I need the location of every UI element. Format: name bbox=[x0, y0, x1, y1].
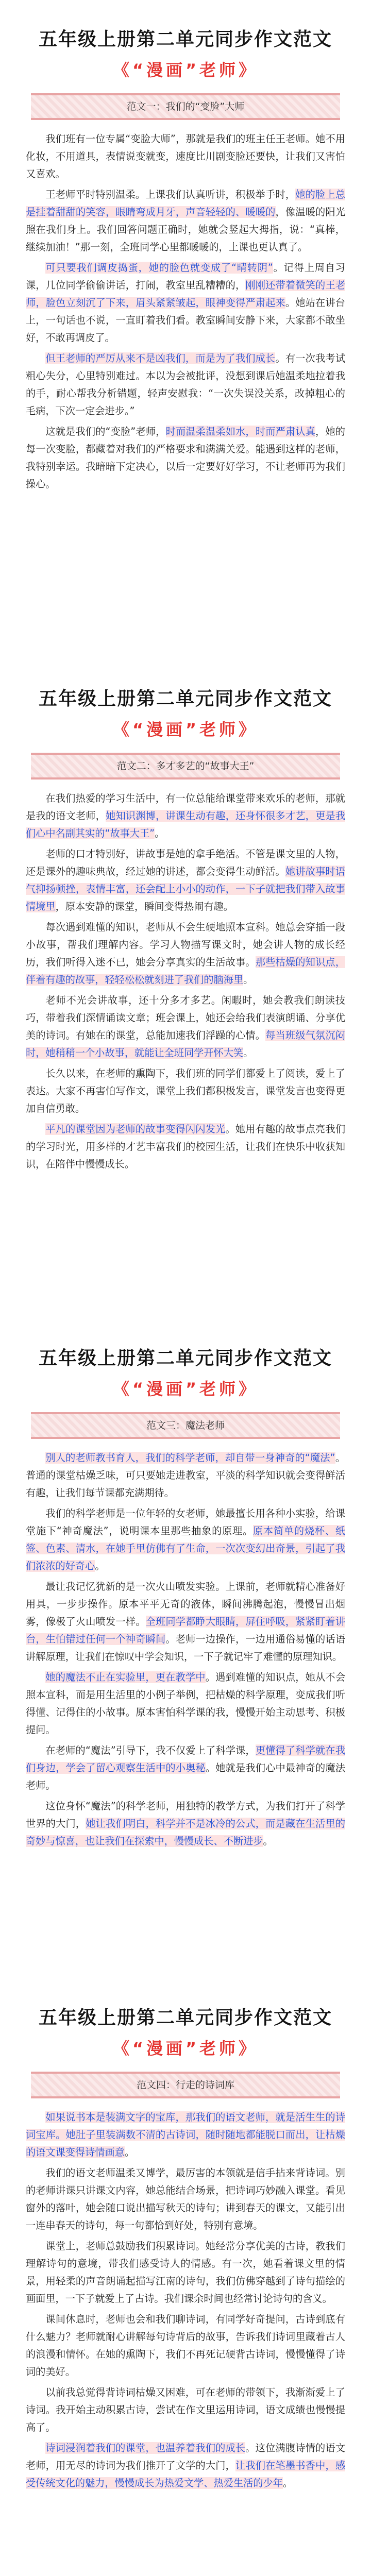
essay-banner: 范文二：多才多艺的“故事大王” bbox=[31, 753, 340, 779]
highlighted-sentence: 更懂得了科学就在我们身边，学会了留心观察生活中的小奥秘 bbox=[26, 1744, 346, 1774]
subtitle-close-bracket: 》 bbox=[239, 1379, 259, 1399]
essay-paragraph bbox=[26, 2238, 345, 2308]
paragraph-text: 。 bbox=[95, 1560, 105, 1572]
highlighted-sentence: 她知识渊博，讲课生动有趣，还身怀很多才艺，更是我们心中名副其实的“故事大王” bbox=[26, 810, 346, 839]
subtitle-text: “漫画”老师 bbox=[132, 2039, 239, 2058]
essay-section bbox=[0, 0, 371, 659]
paragraph-text: 在老师的“魔法”引导下，我不仅爱上了科学课， bbox=[45, 1744, 256, 1756]
essay-paragraph bbox=[26, 1065, 345, 1117]
essay-paragraph bbox=[26, 1449, 345, 1502]
highlighted-sentence: 让我们在笔墨书香中，感受传统文化的魅力，慢慢成长为热爱文学、热爱生活的少年 bbox=[26, 2460, 346, 2489]
paragraph-text: 。记得上周自习课，几位同学偷偷讲话，打闹，教室里乱糟糟的， bbox=[26, 262, 345, 291]
paragraph-text: 课间休息时，老师也会和我们聊诗词，有同学好奇提问，古诗到底有什么魅力？老师就耐心讲解每句诗背后的故事，告诉我们诗词里藏着古人的浪漫和情怀。在她的熏陶下，我们不再死记硬背古诗词，慢慢懂得了诗词的美好。 bbox=[26, 2313, 345, 2378]
essay-section bbox=[0, 1978, 371, 2576]
highlighted-sentence: 刚刚还带着微笑的王老师，脸色立刻沉了下来，眉头紧紧皱起，眼神变得严肃起来 bbox=[26, 279, 346, 309]
essay-paragraph bbox=[26, 992, 345, 1062]
section-title: 五年级上册第二单元同步作文范文 bbox=[38, 1348, 332, 1369]
subtitle-text: “漫画”老师 bbox=[132, 1379, 239, 1399]
paragraph-text: 长久以来，在老师的熏陶下，我们班的同学们都爱上了阅读，爱上了表达。大家不再害怕写作文，课堂上我们都积极发言，课堂发言也变得更加自信勇敢。 bbox=[26, 1067, 345, 1114]
section-subtitle bbox=[26, 1376, 345, 1400]
highlighted-sentence: 可只要我们调皮捣蛋，她的脸色就变成了“晴转阴” bbox=[45, 262, 273, 274]
essay-paragraph bbox=[26, 1578, 345, 1666]
highlighted-sentence: 全班同学都睁大眼睛，屏住呼吸，紧紧盯着讲台，生怕错过任何一个神奇瞬间 bbox=[26, 1616, 346, 1645]
essay-banner: 范文三：魔法老师 bbox=[31, 1412, 340, 1439]
paragraph-text: 在我们热爱的学习生活中，有一位总能给课堂带来欢乐的老师，那就是我的语文老师， bbox=[26, 792, 345, 822]
essay-paragraph bbox=[26, 1669, 345, 1739]
paragraph-text: 。有一次我考试粗心失分，心里特别难过。本以为会被批评，没想到课后她温柔地拉着我的手，耐心帮我分析错题，轻声安慰我：“一次失误没关系，改掉粗心的毛病，下次一定会进步。” bbox=[26, 352, 346, 417]
essay-paragraph bbox=[26, 1505, 345, 1575]
section-bottom-fade bbox=[0, 1298, 371, 1319]
paragraph-text: 。 bbox=[124, 2146, 135, 2158]
essay-paragraph bbox=[26, 350, 345, 420]
essay-section bbox=[0, 1319, 371, 1978]
subtitle-close-bracket: 》 bbox=[239, 60, 259, 80]
section-bottom-fade bbox=[0, 1958, 371, 1978]
essay-paragraph bbox=[26, 790, 345, 842]
essay-paragraph bbox=[26, 2311, 345, 2381]
paragraph-text: 。 bbox=[243, 974, 254, 986]
paragraph-text: 每次遇到难懂的知识，老师从不会生硬地照本宣科。她总会穿插一段小故事，帮我们理解内容。学习人物描写课文时，她会讲人物的成长经历，我们听得入迷不已，她会分享真实的生活故事。 bbox=[26, 921, 345, 968]
paragraph-text: 。 bbox=[282, 2477, 293, 2489]
paragraph-text: 。 bbox=[155, 827, 165, 839]
highlighted-sentence: 但王老师的严厉从来不是凶我们，而是为了我们成长 bbox=[45, 352, 276, 364]
paragraph-text: 。 bbox=[263, 1835, 273, 1847]
section-subtitle bbox=[26, 57, 345, 81]
paragraph-text: 。普通的课堂枯燥乏味，可只要她走进教室，平淡的科学知识就会变得鲜活有趣，让我们每节课都充满期待。 bbox=[26, 1452, 346, 1499]
paragraph-text: 我们班有一位专属“变脸大师”，那就是我们的班主任王老师。她不用化妆，不用道具，表情说变就变，速度比川剧变脸还要快，让我们又害怕又喜欢。 bbox=[26, 133, 345, 180]
paragraph-text: 。 bbox=[243, 1047, 254, 1059]
paragraph-text: 王老师平时特别温柔。上课我们认真听讲，积极举手时， bbox=[45, 189, 296, 200]
paragraph-text: ，像温暖的阳光照在我们身上。我们回答问题正确时，她就会竖起大拇指，说：“真棒，继续加油！”那一刻，全班同学心里都暖暖的，上课也更认真了。 bbox=[26, 206, 346, 253]
essay-paragraph bbox=[26, 919, 345, 989]
paragraph-text: 。这位满腹诗情的语文老师，用无尽的诗词为我们推开了文学的大门， bbox=[26, 2442, 346, 2471]
section-subtitle bbox=[26, 717, 345, 740]
paragraph-text: 我们的语文老师温柔又博学，最厉害的本领就是信手拈来背诗词。别的老师讲课只讲课文内容，她总能结合场景，把诗词巧妙融入课堂。看见窗外的落叶，她会随口说出描写秋天的诗句；讲到春天的课文，又能引出一连串春天的诗句，每一句都恰到好处，特别有意境。 bbox=[26, 2167, 345, 2231]
essay-paragraph bbox=[26, 423, 345, 493]
paragraph-text: 老师的口才特别好，讲故事是她的拿手绝活。不管是课文里的人物，还是课外的趣味典故，经过她的讲述，都会变得生动鲜活。 bbox=[26, 848, 345, 877]
highlighted-sentence: 平凡的课堂因为老师的故事变得闪闪发光 bbox=[45, 1123, 226, 1135]
essay-paragraph bbox=[26, 130, 345, 183]
paragraph-text: 课堂上，老师总鼓励我们积累诗词。她经常分享优美的古诗，教我们理解诗句的意境，带我们感受诗人的情感。有一次，她看着课文里的情景，用轻柔的声音朗诵起描写江南的诗句，我们仿佛穿越到了诗句描绘的画面里，一下子就爱上了古诗。我们课余时间也经常讨论诗句的含义。 bbox=[26, 2240, 345, 2304]
subtitle-text: “漫画”老师 bbox=[132, 60, 239, 80]
highlighted-sentence: 如果说书本是装满文字的宝库，那我们的语文老师，就是活生生的诗词宝库。她肚子里装满数不清的古诗词，随时随地都能脱口而出，让枯燥的语文课变得诗情画意 bbox=[26, 2111, 345, 2158]
paragraph-text: 这位身怀“魔法”的科学老师，用独特的教学方式，为我们打开了科学世界的大门， bbox=[26, 1800, 345, 1829]
subtitle-open-bracket: 《 bbox=[112, 2039, 132, 2058]
paragraph-text: 我们的科学老师是一位年轻的女老师，她最擅长用各种小实验，给课堂施下“神奇魔法”，说明课本里那些抽象的原理。 bbox=[26, 1507, 345, 1537]
paragraph-text: 最让我记忆犹新的是一次火山喷发实验。上课前，老师就精心准备好用具，一步步操作。原本平平无奇的液体，瞬间沸腾起泡，慢慢冒出烟雾，像极了火山喷发一样。 bbox=[26, 1581, 345, 1628]
highlighted-sentence: 那些枯燥的知识点，伴着有趣的故事，轻轻松松就刻进了我们的脑海里 bbox=[26, 956, 346, 986]
highlighted-sentence: 原本简单的烧杯、纸签、色素、清水，在她手里仿佛有了生命，一次次变幻出奇景，引起了我们浓浓的好奇心 bbox=[26, 1525, 345, 1572]
subtitle-text: “漫画”老师 bbox=[132, 720, 239, 739]
section-title: 五年级上册第二单元同步作文范文 bbox=[38, 2007, 332, 2028]
essay-paragraph bbox=[26, 1798, 345, 1850]
highlighted-sentence: 她讲故事时语气抑扬顿挫，表情丰富，还会配上小小的动作，一下子就把我们带入故事情境里 bbox=[26, 866, 345, 912]
paragraph-text: 。她用有趣的故事点亮我们的学习时光，用多样的才艺丰富我们的校园生活，让我们在快乐中收获知识，在陪伴中慢慢成长。 bbox=[26, 1123, 346, 1170]
highlighted-sentence: 诗词浸润着我们的课堂，也温养着我们的成长 bbox=[45, 2442, 246, 2454]
essay-paragraph bbox=[26, 845, 345, 916]
essay-paragraph bbox=[26, 2384, 345, 2436]
essay-paragraph bbox=[26, 186, 345, 256]
subtitle-open-bracket: 《 bbox=[112, 720, 132, 739]
highlighted-sentence: 她的魔法不止在实验里，更在教学中 bbox=[45, 1671, 206, 1683]
paragraph-text: 老师不光会讲故事，还十分多才多艺。闲暇时，她会教我们朗读技巧，带着我们深情诵读文章；班会课上，她还会给我们表演朗诵、分享优美的诗词。有她在的课堂，总能加速我们浮躁的心情。 bbox=[26, 994, 345, 1041]
highlighted-sentence: 别人的老师教书育人，我们的科学老师，却自带一身神奇的“魔法” bbox=[45, 1452, 335, 1464]
paragraph-text: ，原本安静的课堂，瞬间变得热闹有趣。 bbox=[55, 901, 233, 912]
section-title: 五年级上册第二单元同步作文范文 bbox=[38, 29, 332, 50]
essay-banner: 范文一：我们的“变脸”大师 bbox=[31, 93, 340, 120]
essay-section-inner bbox=[0, 659, 371, 1319]
essay-paragraph bbox=[26, 1121, 345, 1173]
essay-paragraph bbox=[26, 2109, 345, 2161]
essay-paragraph bbox=[26, 259, 345, 347]
essay-paragraph bbox=[26, 2439, 345, 2492]
essay-section bbox=[0, 659, 371, 1319]
paragraph-text: 。她站在讲台上，一句话也不说，一直盯着我们看。教室瞬间安静下来，大家都不敢坐好，不敢再调皮了。 bbox=[26, 297, 345, 344]
paragraph-text: 。遇到难懂的知识点，她从不会照本宣科，而是用生活里的小例子举例，把枯燥的科学原理，变成我们听得懂、记得住的小故事。原本害怕科学课的我，慢慢开始主动思考、积极提问。 bbox=[26, 1671, 346, 1736]
highlighted-sentence: 时而温柔温柔如水，时而严肃认真 bbox=[165, 426, 316, 437]
essay-section-inner bbox=[0, 1978, 371, 2576]
paragraph-text: 。老师一边操作，一边用通俗易懂的话语讲解原理，让我们在惊叹中学会知识，一下子就记牢了难懂的原理知识。 bbox=[26, 1633, 346, 1663]
highlighted-sentence: 她让我们明白，科学并不是冰冷的公式，而是藏在生活里的奇妙与惊喜，也让我们在探索中，慢慢成长、不断进步 bbox=[26, 1818, 346, 1847]
subtitle-open-bracket: 《 bbox=[112, 1379, 132, 1399]
essay-section-inner bbox=[0, 0, 371, 659]
subtitle-open-bracket: 《 bbox=[112, 60, 132, 80]
essay-banner: 范文四：行走的诗词库 bbox=[31, 2072, 340, 2098]
subtitle-close-bracket: 》 bbox=[239, 720, 259, 739]
section-subtitle bbox=[26, 2036, 345, 2059]
section-bottom-fade bbox=[0, 639, 371, 659]
paragraph-text: 这就是我们的“变脸”老师， bbox=[45, 426, 166, 437]
paragraph-text: 。她就是我们心中最神奇的魔法老师。 bbox=[26, 1762, 345, 1791]
paragraph-text: 以前我总觉得背诗词枯燥又困难，可在老师的带领下，我渐渐爱上了诗词。我开始主动积累古诗，尝试在作文里运用诗词，语文成绩也慢慢提高了。 bbox=[26, 2386, 345, 2433]
essay-section-inner bbox=[0, 1319, 371, 1978]
essay-paragraph bbox=[26, 1742, 345, 1794]
subtitle-close-bracket: 》 bbox=[239, 2039, 259, 2058]
highlighted-sentence: 她的脸上总是挂着甜甜的笑容，眼睛弯成月牙，声音轻轻的、暖暖的 bbox=[26, 189, 346, 218]
paragraph-text: ，她的每一次变脸，都藏着对我们的严格要求和满满关爱。能遇到这样的老师，我特别幸运。我暗暗下定决心，以后一定要好好学习，不让老师再为我们操心。 bbox=[26, 426, 345, 490]
section-title: 五年级上册第二单元同步作文范文 bbox=[38, 688, 332, 709]
essay-paragraph bbox=[26, 2164, 345, 2234]
highlighted-sentence: 每当班级气氛沉闷时，她稍稍一个小故事，就能让全班同学开怀大笑 bbox=[26, 1029, 346, 1059]
